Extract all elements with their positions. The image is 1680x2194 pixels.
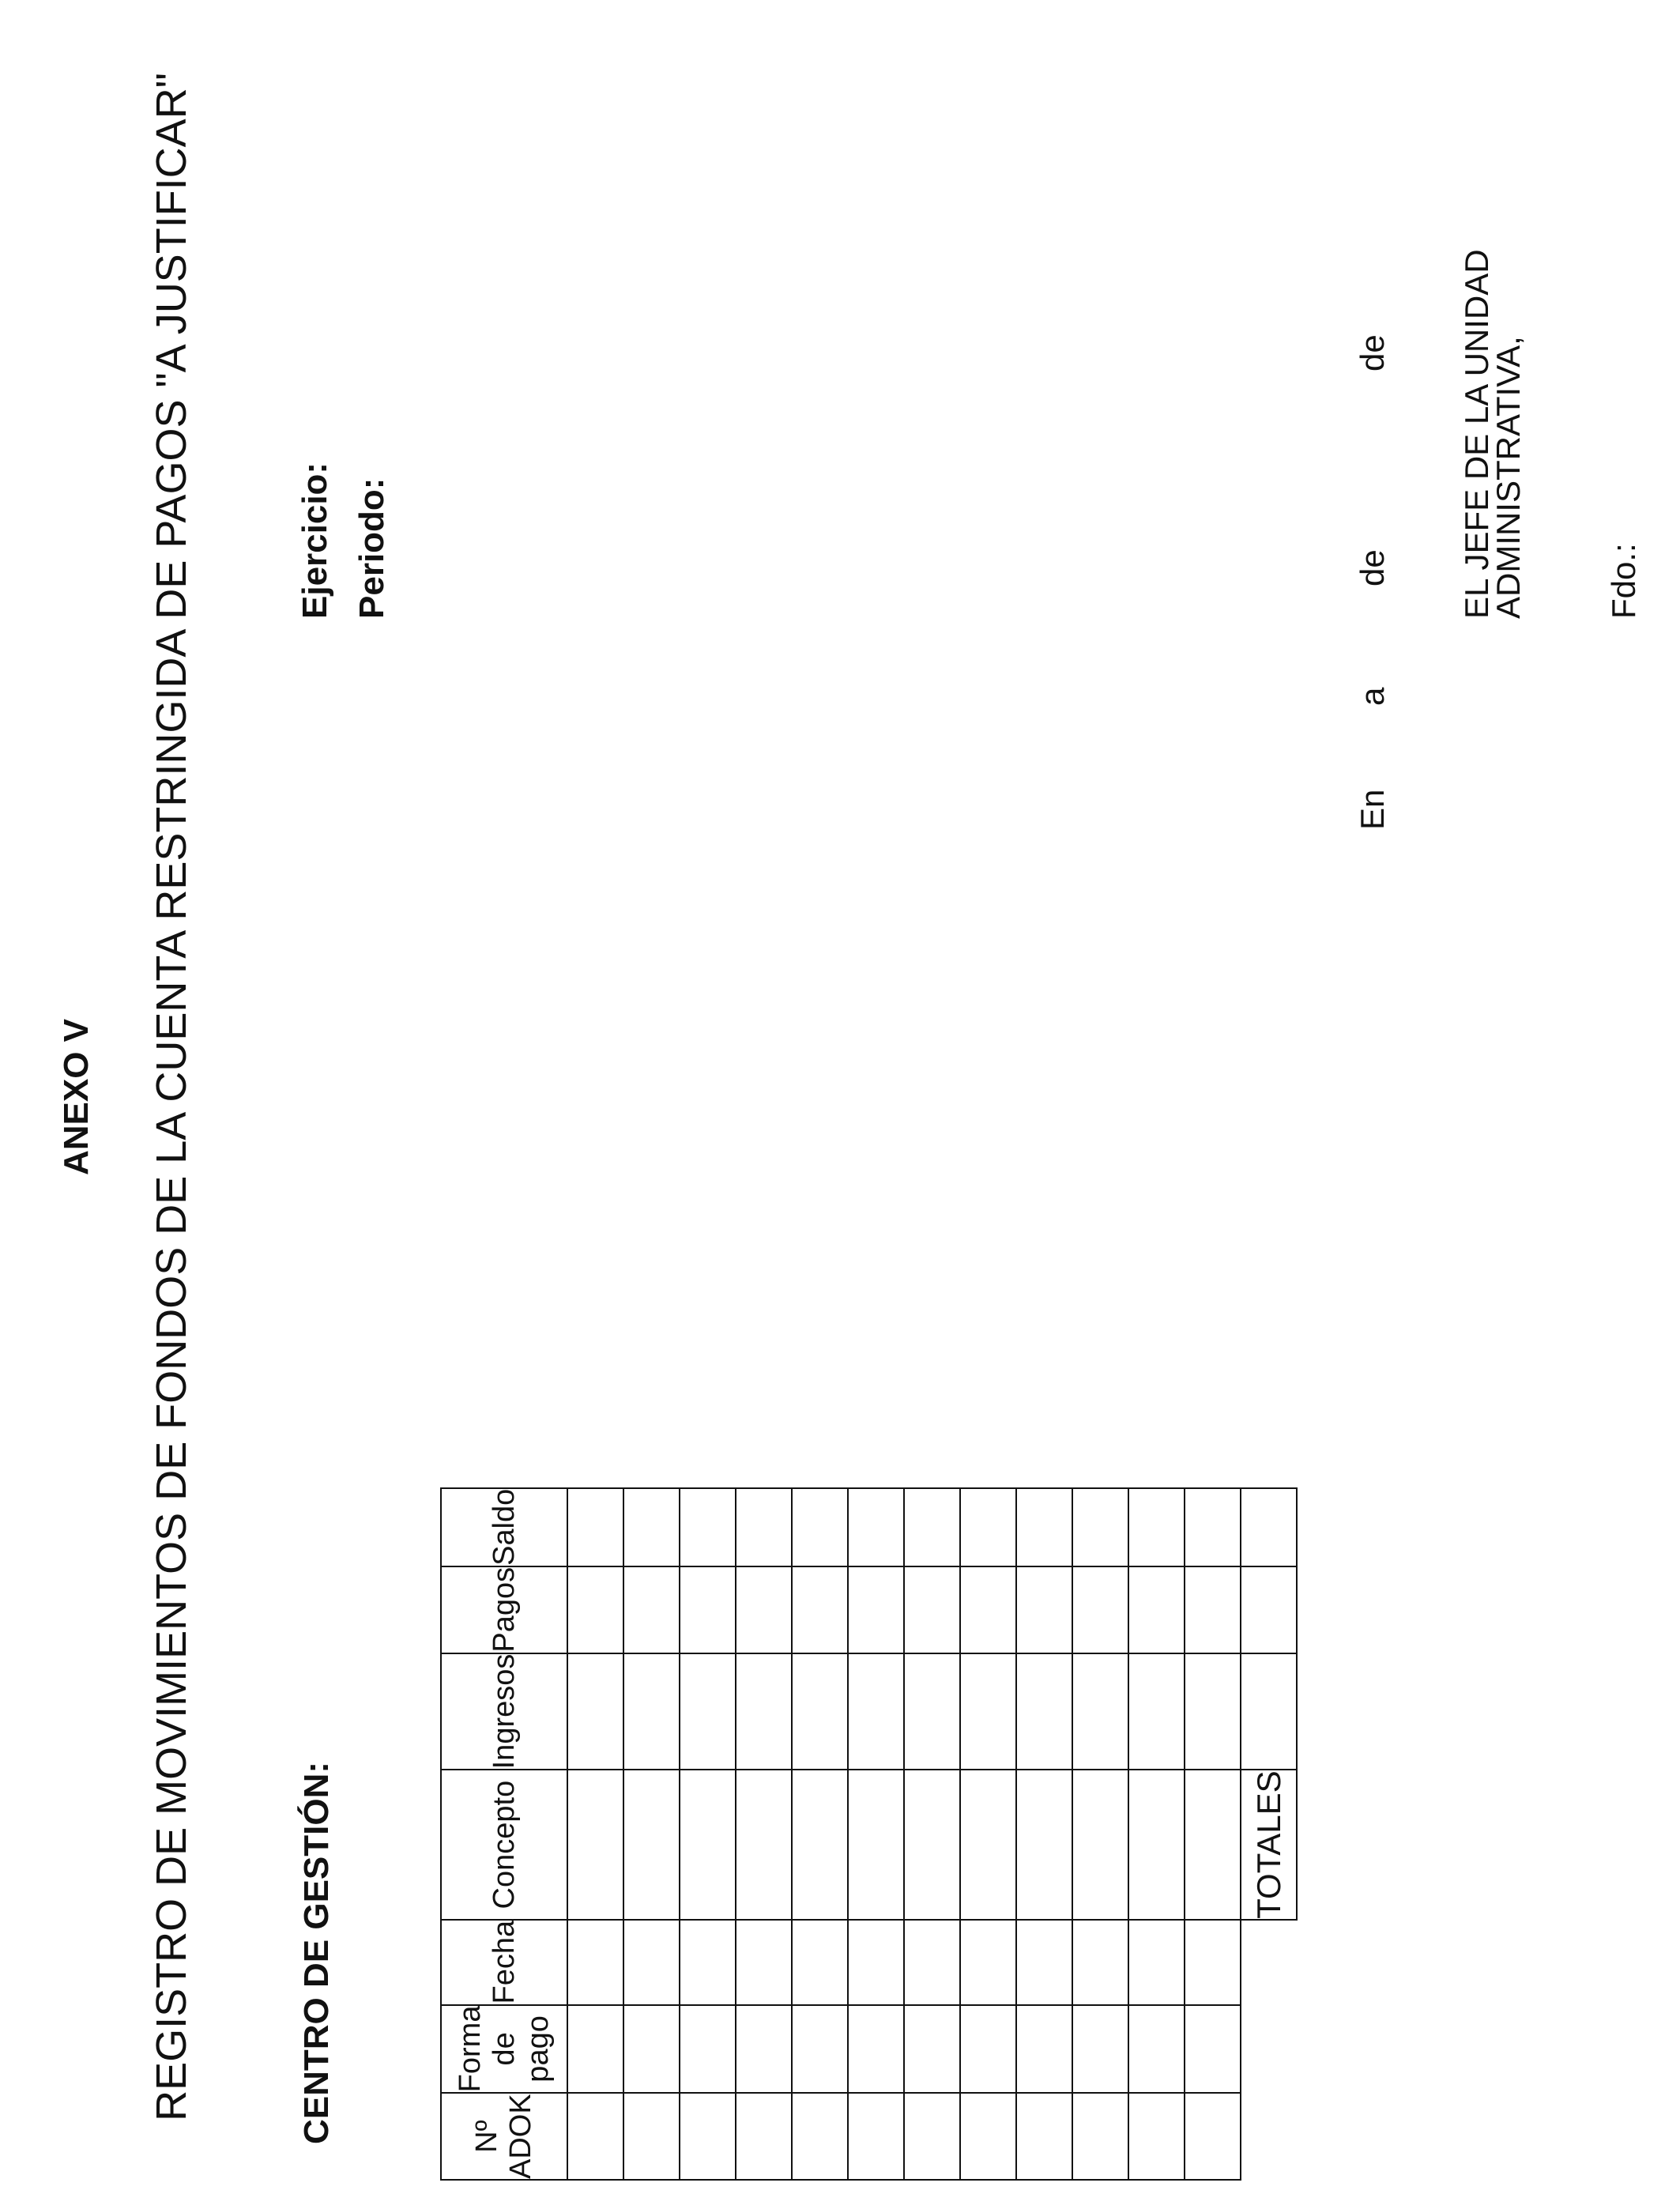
table-cell[interactable] [1016, 2093, 1072, 2180]
table-cell[interactable] [567, 1653, 623, 1770]
table-cell[interactable] [680, 1653, 736, 1770]
ledger-body [567, 1488, 1297, 2180]
table-cell[interactable] [623, 2093, 680, 2180]
ledger-table [440, 1487, 1298, 2181]
table-cell[interactable] [848, 2005, 904, 2094]
table-row [848, 1488, 904, 2180]
table-row [1016, 1488, 1072, 2180]
column-header-concepto: Concepto [441, 1770, 567, 1920]
table-cell[interactable] [567, 2005, 623, 2094]
footer-en: En [1354, 789, 1391, 830]
table-cell[interactable] [904, 1770, 960, 1920]
table-cell[interactable] [1016, 1488, 1072, 1566]
table-cell[interactable] [736, 2005, 792, 2094]
table-cell[interactable] [960, 1566, 1016, 1653]
table-cell[interactable] [904, 1566, 960, 1653]
table-cell[interactable] [792, 1566, 848, 1653]
table-cell[interactable] [1016, 1566, 1072, 1653]
table-cell[interactable] [1128, 2093, 1185, 2180]
table-row [792, 1488, 848, 2180]
column-header-forma-pago: Forma de pago [441, 2005, 567, 2094]
table-cell[interactable] [736, 1770, 792, 1920]
table-cell[interactable] [1016, 2005, 1072, 2094]
table-row [567, 1488, 623, 2180]
totals-blank-cell [1241, 2093, 1297, 2180]
table-cell[interactable] [1185, 2005, 1241, 2094]
table-cell[interactable] [848, 1770, 904, 1920]
table-cell[interactable] [848, 1653, 904, 1770]
periodo-label: Periodo: [352, 477, 391, 619]
table-cell[interactable] [904, 2005, 960, 2094]
table-cell[interactable] [567, 2093, 623, 2180]
table-cell[interactable] [736, 1488, 792, 1566]
annex-title: ANEXO V [57, 1018, 96, 1176]
table-row [623, 1488, 680, 2180]
table-cell[interactable] [960, 2093, 1016, 2180]
table-cell[interactable] [848, 2093, 904, 2180]
footer-a: a [1354, 687, 1391, 706]
table-cell[interactable] [792, 1488, 848, 1566]
table-row [736, 1488, 792, 2180]
table-cell[interactable] [1185, 1920, 1241, 2005]
document-title: REGISTRO DE MOVIMIENTOS DE FONDOS DE LA CUENTA RESTRINGIDA DE PAGOS "A JUSTIFICAR" [148, 73, 195, 2121]
table-cell[interactable] [680, 1770, 736, 1920]
table-cell[interactable] [567, 1920, 623, 2005]
table-row [1128, 1488, 1185, 2180]
table-cell[interactable] [623, 1770, 680, 1920]
column-header-saldo: Saldo [441, 1488, 567, 1566]
ejercicio-label: Ejercicio: [296, 462, 334, 619]
footer-de-1: de [1354, 549, 1391, 586]
table-cell[interactable] [792, 1770, 848, 1920]
table-cell[interactable] [623, 1920, 680, 2005]
table-cell[interactable] [623, 1488, 680, 1566]
table-header-row [441, 1488, 567, 2180]
table-cell[interactable] [1016, 1653, 1072, 1770]
totals-cell[interactable] [1241, 1566, 1297, 1653]
table-cell[interactable] [848, 1488, 904, 1566]
table-cell[interactable] [623, 1653, 680, 1770]
table-cell[interactable] [680, 1920, 736, 2005]
table-cell[interactable] [736, 1920, 792, 2005]
totals-row [1241, 1488, 1297, 2180]
table-cell[interactable] [904, 1653, 960, 1770]
table-cell[interactable] [1072, 2093, 1128, 2180]
table-cell[interactable] [1072, 1770, 1128, 1920]
table-cell[interactable] [1016, 1770, 1072, 1920]
table-cell[interactable] [960, 1488, 1016, 1566]
table-cell[interactable] [1072, 1488, 1128, 1566]
table-cell[interactable] [904, 1488, 960, 1566]
totals-label: TOTALES [1241, 1770, 1297, 1920]
column-header-adok: Nº ADOK [441, 2093, 567, 2180]
column-header-ingresos: Ingresos [441, 1653, 567, 1770]
table-cell[interactable] [792, 1920, 848, 2005]
table-cell[interactable] [848, 1920, 904, 2005]
table-cell[interactable] [736, 2093, 792, 2180]
table-cell[interactable] [736, 1653, 792, 1770]
table-cell[interactable] [1185, 1488, 1241, 1566]
table-row [680, 1488, 736, 2180]
table-cell[interactable] [960, 1770, 1016, 1920]
table-cell[interactable] [1128, 1920, 1185, 2005]
table-cell[interactable] [792, 1653, 848, 1770]
table-row [1185, 1488, 1241, 2180]
table-cell[interactable] [1128, 1653, 1185, 1770]
signature-field-label: Fdo.: [1605, 543, 1642, 619]
totals-blank-cell [1241, 2005, 1297, 2094]
table-cell[interactable] [1128, 1488, 1185, 1566]
table-cell[interactable] [1185, 2093, 1241, 2180]
table-row [904, 1488, 960, 2180]
totals-cell[interactable] [1241, 1653, 1297, 1770]
table-cell[interactable] [680, 1566, 736, 1653]
table-cell[interactable] [1185, 1653, 1241, 1770]
table-cell[interactable] [1072, 2005, 1128, 2094]
totals-blank-cell [1241, 1920, 1297, 2005]
column-header-pagos: Pagos [441, 1566, 567, 1653]
table-cell[interactable] [680, 1488, 736, 1566]
table-cell[interactable] [736, 1566, 792, 1653]
table-cell[interactable] [1128, 2005, 1185, 2094]
table-row [960, 1488, 1016, 2180]
table-cell[interactable] [680, 2093, 736, 2180]
table-cell[interactable] [960, 1653, 1016, 1770]
table-cell[interactable] [792, 2093, 848, 2180]
table-cell[interactable] [1128, 1566, 1185, 1653]
table-cell[interactable] [567, 1488, 623, 1566]
footer-de-2: de [1354, 334, 1391, 371]
table-cell[interactable] [1072, 1653, 1128, 1770]
place-date-line [1354, 334, 1393, 830]
table-cell[interactable] [567, 1770, 623, 1920]
table-cell[interactable] [680, 2005, 736, 2094]
table-row [1072, 1488, 1128, 2180]
column-header-fecha: Fecha [441, 1920, 567, 2005]
table-cell[interactable] [792, 2005, 848, 2094]
table-cell[interactable] [1128, 1770, 1185, 1920]
table-cell[interactable] [623, 2005, 680, 2094]
table-cell[interactable] [1185, 1566, 1241, 1653]
signatory-title: EL JEFE DE LA UNIDAD ADMINISTRATIVA, [1458, 249, 1527, 619]
table-cell[interactable] [1016, 1920, 1072, 2005]
table-cell[interactable] [960, 2005, 1016, 2094]
table-cell[interactable] [567, 1566, 623, 1653]
table-cell[interactable] [1072, 1566, 1128, 1653]
table-cell[interactable] [848, 1566, 904, 1653]
table-cell[interactable] [1185, 1770, 1241, 1920]
table-cell[interactable] [1072, 1920, 1128, 2005]
centro-gestion-label: CENTRO DE GESTIÓN: [297, 1761, 336, 2144]
table-cell[interactable] [623, 1566, 680, 1653]
table-cell[interactable] [960, 1920, 1016, 2005]
table-cell[interactable] [904, 1920, 960, 2005]
totals-cell[interactable] [1241, 1488, 1297, 1566]
table-cell[interactable] [904, 2093, 960, 2180]
